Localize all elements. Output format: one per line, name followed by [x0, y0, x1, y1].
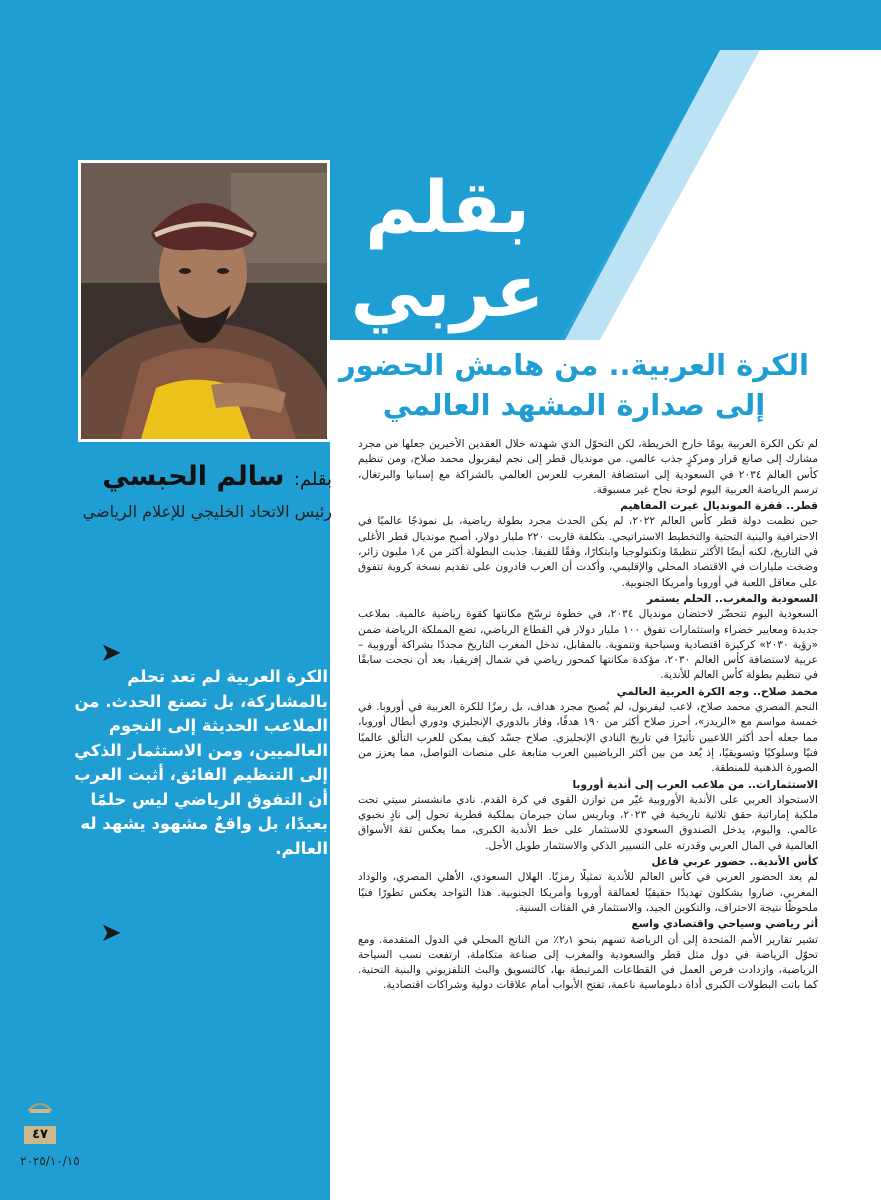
issue-date: ٢٠٢٥/١٠/١٥: [20, 1154, 80, 1168]
author-prefix: بقلم:: [293, 469, 332, 490]
subheading-salah: محمد صلاح.. وجه الكرة العربية العالمي: [616, 685, 818, 698]
subheading-investments: الاستثمارات.. من ملاعب العرب إلى أندية أوروبا: [572, 778, 818, 791]
article-body: [358, 437, 818, 1137]
headline-line1: الكرة العربية.. من هامش الحضور: [338, 348, 809, 382]
paragraph-impact: تشير تقارير الأمم المتحدة إلى أن الرياضة تسهم بنحو ٢٫١٪ من الناتج المحلي في الدول المتقدمة. ومع تحوّل الرياضة في دول مثل قطر والسعودية والمغرب إلى صناعة متكاملة، ارتفعت نسب السياحة الرياضية، وازدادت فرص العمل في القطاعات المرتبطة بها، كالتسويق والبث التلفزيوني والبنية التحتية. كما باتت البطولات الكبرى أداة دبلوماسية ناعمة، تفتح الأبواب أمام علاقات دولية وشراكات اقتصادية.: [358, 933, 818, 992]
author-name: سالم الحبسي: [102, 461, 285, 492]
paragraph-club-cup: لم يعد الحضور العربي في كأس العالم للأندية تمثيلًا رمزيًا. الهلال السعودي، الأهلي المصري، والوداد المغربي، صاروا يشكلون تهديدًا حقيقيًا لعمالقة أوروبا وأمريكا الجنوبية. هذا التواجد يعكس تطورًا فنيًا ملحوظًا نتيجة الاحتراف، والتكوين الجيد، والاستثمار في الفئات السنية.: [358, 871, 818, 914]
section-title-line2: عربي: [350, 249, 545, 333]
subheading-impact: أثر رياضي وسياحي واقتصادي واسع: [631, 918, 818, 931]
author-byline: [70, 460, 332, 497]
paragraph-investments: الاستحواذ العربي على الأندية الأوروبية غيّر من توازن القوى في كرة القدم. نادي مانشستر سيتي تحت ملكية إماراتية حقق ثلاثية تاريخية في ٢٠٢٣، وباريس سان جيرمان بملكية قطرية تحول إلى نادٍ نخبوي عالمي. واليوم، يدخل الصندوق السعودي للاستثمار على خط الأندية الكبرى، مما يعكس ثقة الأسواق العالمية في المال العربي وقدرته على التسيير الذكي والاستثمار طويل الأجل.: [358, 793, 818, 852]
article-headline: [330, 345, 818, 425]
headline-line2: إلى صدارة المشهد العالمي: [382, 388, 766, 422]
paragraph-salah: النجم المصري محمد صلاح، لاعب ليفربول، لم يُصبح مجرد هداف، بل رمزًا للكرة العربية في أوروبا. في خمسة مواسم مع «الريدز»، أحرز صلاح أكثر من ١٩٠ هدفًا، وفاز بالدوري الإنجليزي ودوري أبطال أوروبا، مما جعله أحد أكثر اللاعبين تأثيرًا في تاريخ النادي الإنجليزي. صلاح جسّد كيف يمكن للعرب التألق عالميًا فنيًا وسلوكيًا وتسويقيًا، إذ يُعد من بين أكثر الرياضيين العرب متابعة على منصات التواصل، مما يعزز من الصورة الذهنية للمنطقة.: [358, 701, 818, 775]
arrow-top-icon: ➤: [100, 638, 122, 668]
section-title-line1: بقلم: [365, 165, 530, 249]
paragraph-qatar: حين نظمت دولة قطر كأس العالم ٢٠٢٢، لم يكن الحدث مجرد بطولة رياضية، بل نموذجًا عالميًا في الاحترافية والبنية التحتية والتخطيط الاستراتيجي. بتكلفة قاربت ٢٢٠ مليار دولار، أصبح مونديال قطر الأغلى في التاريخ، لكنه أيضًا الأكثر تنظيمًا وتكنولوجيا وابتكارًا، وفقًا للفيفا. جذبت البطولة أكثر من ١٫٤ مليون زائر، وضخت مليارات في الاقتصاد المحلي والإقليمي، وأكدت أن العرب قادرون على تقديم نسخة كروية تتفوق على معاقل اللعبة في أوروبا وأمريكا الجنوبية.: [358, 515, 818, 589]
subheading-qatar: قطر.. قفزة المونديال غيرت المفاهيم: [620, 500, 818, 513]
subheading-saudi-morocco: السعودية والمغرب.. الحلم يستمر: [646, 592, 818, 605]
author-block: [70, 460, 332, 523]
pull-quote: الكرة العربية لم تعد تحلم بالمشاركة، بل تصنع الحدث. من الملاعب الحديثة إلى النجوم العالميين، ومن الاستثمار الذكي إلى التنظيم الفائق، أثبت العرب أن التفوق الرياضي ليس حلمًا بعيدًا، بل واقعٌ مشهود يشهد له العالم.: [74, 667, 328, 858]
author-photo: [78, 160, 330, 442]
magazine-logo-icon: [26, 1095, 54, 1115]
author-role: رئيس الاتحاد الخليجي للإعلام الرياضي: [82, 502, 332, 521]
article-intro: لم تكن الكرة العربية يومًا خارج الخريطة، لكن التحوّل الذي شهدته خلال العقدين الأخيرين جعلها من مجرد مشارك إلى صانع قرار ومركزٍ جذب عالمي. من مونديال قطر إلى نجم ليفربول محمد صلاح، ومن تنظيم كأس العالم ٢٠٣٤ في السعودية إلى استضافة المغرب للعرس العالمي بالشراكة مع إسبانيا والبرتغال، ترسم الرياضة العربية اليوم لوحة نجاح غير مسبوقة.: [358, 438, 818, 496]
page-number: ٤٧: [24, 1126, 56, 1144]
subheading-club-cup: كأس الأندية.. حضور عربي فاعل: [651, 856, 818, 869]
section-title: [330, 165, 565, 333]
paragraph-saudi-morocco: السعودية اليوم تتحضّر لاحتضان مونديال ٢٠٣٤، في خطوة ترسّخ مكانتها كقوة رياضية عالمية. بملاعب جديدة ومعايير خضراء واستثمارات تفوق ١٠٠ مليار دولار في القطاع الرياضي، تضع المملكة الرياضة ضمن «رؤية ٢٠٣٠» كركيزة اقتصادية وسياحية وتنموية. بالمقابل، تدخل المغرب التاريخ مجددًا بشراكة أوروبية – عربية لاستضافة كأس العالم ٢٠٣٠، مؤكدة مكانتها كمحور رياضي في شمال إفريقيا، بعد أن نجحت سابقًا في تنظيم بطولة كأس العالم للأندية.: [358, 608, 818, 682]
arrow-bottom-icon: ➤: [100, 918, 122, 948]
